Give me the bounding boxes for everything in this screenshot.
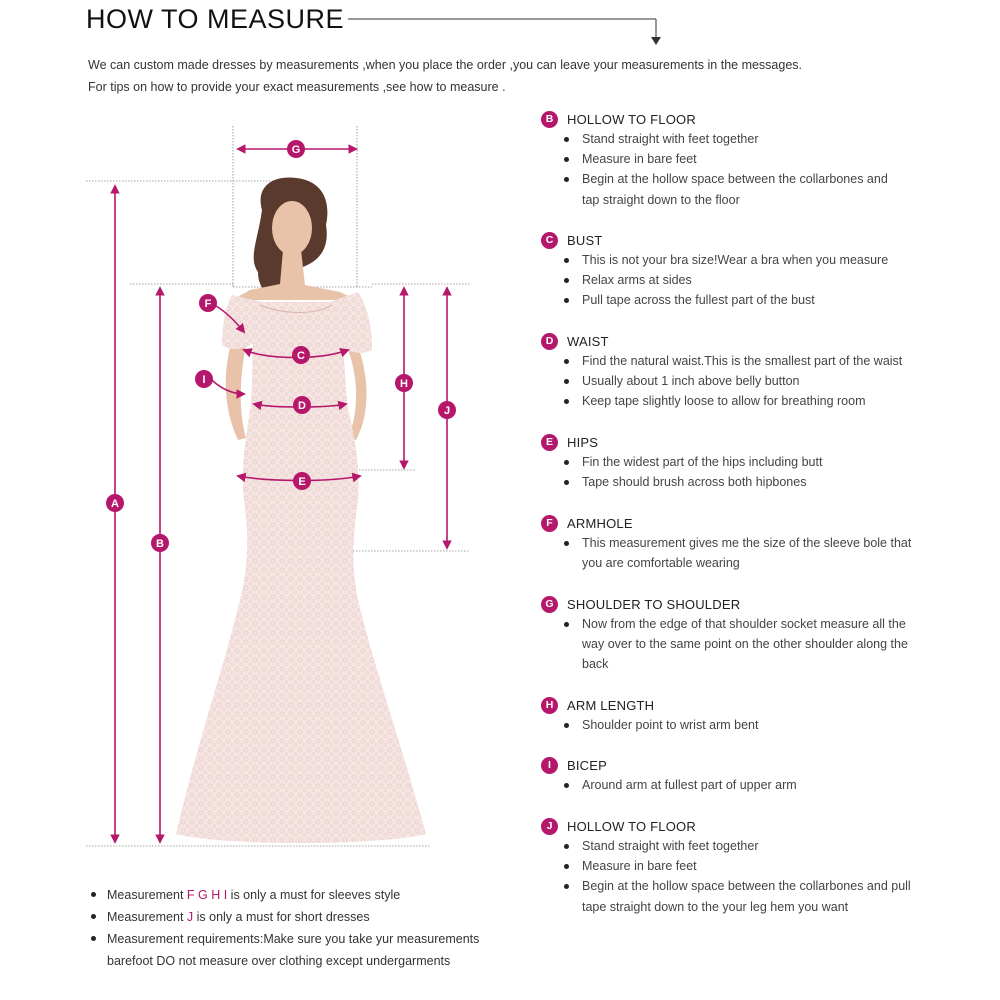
list-item: Begin at the hollow space between the collarbones and pull: [541, 876, 981, 896]
figure-badge-g: [287, 140, 305, 158]
list-item: Around arm at fullest part of upper arm: [541, 775, 981, 795]
note-requirements-cont: barefoot DO not measure over clothing except undergarments: [107, 954, 451, 968]
measurement-notes: [88, 884, 508, 972]
section-badge: E: [541, 434, 558, 451]
list-item: Keep tape slightly loose to allow for breathing room: [541, 391, 981, 411]
note-text: is only a must for short dresses: [193, 910, 370, 924]
section-title: BUST: [567, 232, 603, 248]
section-badge: F: [541, 515, 558, 532]
list-item: Stand straight with feet together: [541, 129, 981, 149]
figure-badge-f: [199, 294, 217, 312]
figure-badge-a: [106, 494, 124, 512]
svg-text:G: G: [291, 144, 301, 156]
figure-badge-b: [151, 534, 169, 552]
svg-text:F: F: [204, 298, 212, 310]
section-title: ARMHOLE: [567, 515, 633, 531]
section-title: HOLLOW TO FLOOR: [567, 818, 696, 834]
svg-text:B: B: [156, 538, 164, 550]
list-item: Pull tape across the fullest part of the bust: [541, 290, 981, 310]
section-badge: B: [541, 111, 558, 128]
section-arm-length: [541, 695, 981, 735]
list-item: Fin the widest part of the hips including butt: [541, 452, 981, 472]
note-highlight: J: [186, 910, 194, 924]
svg-text:D: D: [298, 400, 306, 412]
section-hips: [541, 432, 981, 492]
figure-badge-d: [293, 396, 311, 414]
note-requirements: Measurement requirements:Make sure you take yur measurements: [88, 928, 508, 950]
figure-badge-h: [395, 374, 413, 392]
figure-badge-c: [292, 346, 310, 364]
section-shoulder-to-shoulder: [541, 594, 981, 675]
section-badge: C: [541, 232, 558, 249]
list-item: Stand straight with feet together: [541, 836, 981, 856]
section-title: HOLLOW TO FLOOR: [567, 111, 696, 127]
section-badge: J: [541, 818, 558, 835]
list-item: Shoulder point to wrist arm bent: [541, 715, 981, 735]
list-item: Tape should brush across both hipbones: [541, 472, 981, 492]
svg-text:E: E: [298, 476, 306, 488]
note-text: Measurement: [107, 888, 187, 902]
left-arm-shape: [226, 340, 246, 440]
list-item: Usually about 1 inch above belly button: [541, 371, 981, 391]
section-hollow-to-hem: [541, 816, 981, 917]
section-title: ARM LENGTH: [567, 697, 655, 713]
list-item: Now from the edge of that shoulder socket measure all the: [541, 614, 981, 634]
note-short-dresses: [88, 906, 508, 928]
section-badge: I: [541, 757, 558, 774]
figure-badge-j: [438, 401, 456, 419]
section-armhole: [541, 513, 981, 573]
svg-text:H: H: [400, 378, 408, 390]
list-item: Begin at the hollow space between the collarbones and: [541, 169, 981, 189]
svg-text:I: I: [202, 374, 206, 386]
section-badge: H: [541, 697, 558, 714]
section-bicep: [541, 755, 981, 795]
section-title: HIPS: [567, 434, 599, 450]
list-item: way over to the same point on the other shoulder along the: [582, 637, 908, 652]
section-title: WAIST: [567, 333, 609, 349]
list-item: you are comfortable wearing: [582, 556, 740, 571]
face-shape: [272, 201, 312, 255]
section-bust: [541, 230, 981, 311]
svg-text:C: C: [297, 350, 305, 362]
dress-measurement-figure: [0, 0, 540, 880]
section-title: SHOULDER TO SHOULDER: [567, 596, 741, 612]
list-item: Find the natural waist.This is the smallest part of the waist: [541, 351, 981, 371]
list-item: tap straight down to the floor: [582, 192, 740, 207]
section-hollow-to-floor: [541, 109, 981, 210]
list-item: This measurement gives me the size of the sleeve bole that: [541, 533, 981, 553]
intro-text-line-1: We can custom made dresses by measurements ,when you place the order ,you can leave your measurements in the messages.: [88, 58, 803, 72]
svg-text:J: J: [443, 405, 451, 417]
section-waist: [541, 331, 981, 412]
section-badge: D: [541, 333, 558, 350]
list-item: tape straight down to the your leg hem you want: [582, 899, 849, 914]
list-item: Measure in bare feet: [541, 856, 981, 876]
section-badge: G: [541, 596, 558, 613]
note-text: Measurement: [107, 910, 187, 924]
neck-shoulders-shape: [232, 250, 356, 300]
figure-badge-i: [195, 370, 213, 388]
note-highlight: F G H I: [186, 888, 228, 902]
list-item: Measure in bare feet: [541, 149, 981, 169]
page-title: HOW TO MEASURE: [86, 4, 345, 34]
svg-text:A: A: [111, 498, 119, 510]
note-text: is only a must for sleeves style: [227, 888, 401, 902]
note-sleeves: [88, 884, 508, 906]
intro-text-line-2: For tips on how to provide your exact measurements ,see how to measure .: [88, 80, 506, 94]
dress-shape: [176, 302, 426, 843]
section-title: BICEP: [567, 757, 608, 773]
list-item: Relax arms at sides: [541, 270, 981, 290]
list-item: back: [582, 657, 609, 672]
list-item: This is not your bra size!Wear a bra when you measure: [541, 250, 981, 270]
figure-badge-e: [293, 472, 311, 490]
